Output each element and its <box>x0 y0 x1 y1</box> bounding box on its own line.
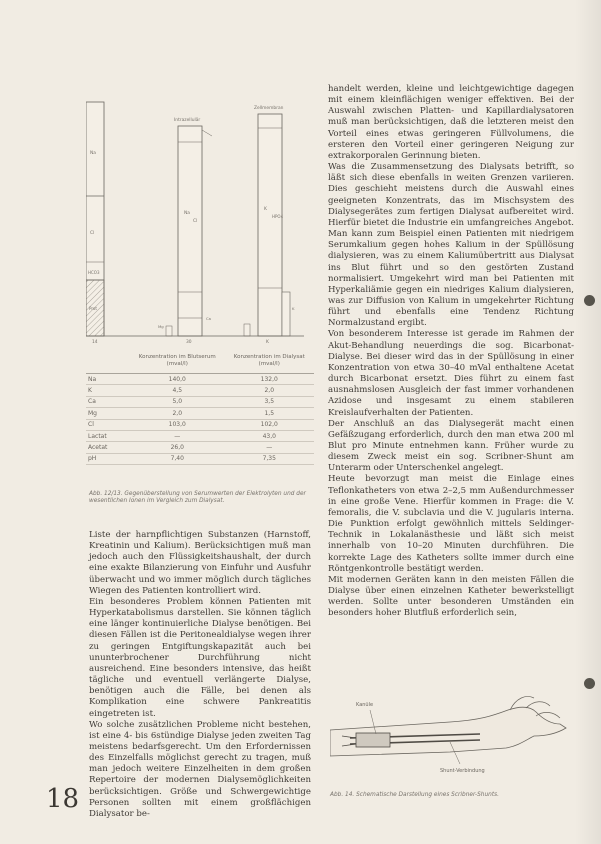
bar3-seg-hpo4: HPO4 <box>272 214 284 219</box>
axis-mark-3: K <box>266 340 269 345</box>
bar2-seg-na: Na <box>184 211 190 216</box>
paragraph: Was die Zusammensetzung des Dialysats betrifft, so läßt sich diese ebenfalls in weiten Grenzen variieren. Dies geschieht meistens durch die Auswahl eines geeigneten Konzentrats, das im Mischsystem des Dialysegerätes zum fertigen Dialysat aufbereitet wird. Hierfür bietet die Industrie ein umfangreiches Angebot. Man kann zum Beispiel einen Patienten mit niedrigem Serumkalium gegen hohes Kalium in der Spüllösung dialysieren, was zu einem Kaliumübertritt aus Dialysat ins Blut führt und so den gestörten Zustand normalisiert. Umgekehrt wird man bei Patienten mit Hyperkaliämie gegen ein niedriges Kalium dialysieren, was zur Diffusion von Kalium in umgekehrter Richtung führt und ebenfalls eine Tendenz Richtung Normalzustand ergibt. <box>328 162 574 329</box>
bar-top-label-1: Intrazellulär <box>174 118 201 123</box>
table-cell: 26,0 <box>130 442 225 453</box>
shunt-arm-illustration <box>330 680 568 780</box>
electrolyte-table-wrap <box>86 352 314 465</box>
paragraph: Heute bevorzugt man meist die Einlage eines Teflonkatheters von etwa 2–2,5 mm Außendurchmesser in eine große Vene. Hierfür kommen in Frage: die V. femoralis, die V. subclavia und die V. jugularis interna. Die Punktion erfolgt gewöhnlich mittels Seldinger-Technik in Lokalanästhesie und läßt sich meist innerhalb von 10–20 Minuten durchführen. Die korrekte Lage des Katheters sollte immer durch eine Röntgenkontrolle bestätigt werden. <box>328 474 574 574</box>
bar-top-label-2: Zellmembran <box>254 106 284 111</box>
paragraph: Der Anschluß an das Dialysegerät macht einen Gefäßzugang erforderlich, durch den man etwa 200 ml Blut pro Minute entnehmen kann. Früher wurde zu diesem Zweck meist ein sog. Scribner-Shunt am Unterarm oder Unterschenkel angelegt. <box>328 418 574 474</box>
bar2-seg-cl: Cl <box>193 219 198 224</box>
table-header: Konzentration im Dialysat (mval/l) <box>225 352 314 374</box>
table-cell: 2,0 <box>225 385 314 396</box>
table-cell: 132,0 <box>225 374 314 385</box>
table-cell: Na <box>86 374 130 385</box>
axis-mark-1: 14 <box>92 340 98 345</box>
bar3-small <box>282 292 290 336</box>
right-text-column <box>328 84 574 620</box>
table-cell: Mg <box>86 408 130 419</box>
table-row <box>86 430 314 441</box>
bar2-outline <box>178 126 202 336</box>
bar1-seg-prot: Prot <box>89 306 97 311</box>
figure-caption-right: Abb. 14. Schematische Darstellung eines Scribner-Shunts. <box>330 792 499 798</box>
table-cell: Ca <box>86 396 130 407</box>
bar1-seg-hco3: HCO3 <box>88 270 100 275</box>
table-cell: pH <box>86 453 130 464</box>
table-row <box>86 408 314 419</box>
table-cell: 4,5 <box>130 385 225 396</box>
table-header <box>86 352 130 374</box>
table-cell: K <box>86 385 130 396</box>
table-cell: Acetat <box>86 442 130 453</box>
table-row <box>86 385 314 396</box>
paragraph: Von besonderem Interesse ist gerade im Rahmen der Akut-Behandlung neuerdings die sog. Bicarbonat-Dialyse. Bei dieser wird das in der Spüllösung in einer Konzentration von etwa 30–40 mVal enthaltene Acetat durch Bicarbonat ersetzt. Dies führt zu einem fast ausnahmslosen Ausgleich der fast immer vorhandenen Azidose und insgesamt zu einem stabileren Kreislaufverhalten der Patienten. <box>328 329 574 418</box>
page-number: 18 <box>46 784 80 814</box>
table-cell: 2,0 <box>130 408 225 419</box>
table-cell: Cl <box>86 419 130 430</box>
table-cell: 140,0 <box>130 374 225 385</box>
table-cell: — <box>225 442 314 453</box>
figure-caption-left: Abb. 12/13. Gegenüberstellung von Serumwerten der Elektrolyten und der wesentlichen Ionen im Vergleich zum Dialysat. <box>89 491 306 505</box>
electrolyte-table <box>86 352 314 465</box>
table-row <box>86 396 314 407</box>
table-cell: 103,0 <box>130 419 225 430</box>
paragraph: Liste der harnpflichtigen Substanzen (Harnstoff, Kreatinin und Kalium). Berücksichtigen muß man jedoch auch den Flüssigkeitshaushalt, der durch eine exakte Bilanzierung von Einfuhr und Ausfuhr überwacht und wo immer möglich durch tägliches Wiegen des Patienten kontrolliert wird. <box>89 530 311 596</box>
table-cell: 3,5 <box>225 396 314 407</box>
electrolyte-bar-figure <box>86 84 314 346</box>
table-row <box>86 419 314 430</box>
table-header: Konzentration im Blutserum (mval/l) <box>130 352 225 374</box>
table-cell: Lactat <box>86 430 130 441</box>
table-row <box>86 442 314 453</box>
left-text-column <box>89 530 311 820</box>
table-row <box>86 453 314 464</box>
axis-mark-2: 30 <box>186 340 192 345</box>
baseline-label-mg: Mg <box>158 324 164 329</box>
arm-label-kanuele: Kanüle <box>356 702 374 708</box>
paragraph: Wo solche zusätzlichen Probleme nicht bestehen, ist eine 4- bis 6stündige Dialyse jeden zweiten Tag meistens bedarfsgerecht. Um den Erfordernissen des Einzelfalls möglichst gerecht zu tragen, muß man jedoch weitere Einzelheiten in dem großen Repertoire der modernen Dialysemöglichkeiten berücksichtigen. Größe und Schwergewichtige Personen sollten mit einem großflächigen Dialysator be- <box>89 719 311 819</box>
table-cell: 43,0 <box>225 430 314 441</box>
table-cell: 1,5 <box>225 408 314 419</box>
bar3-seg-k: K <box>264 207 267 212</box>
bar1-seg-na: Na <box>90 151 96 156</box>
arm-label-shunt: Shunt-Verbindung <box>440 768 485 774</box>
paragraph: Mit modernen Geräten kann in den meisten Fällen die Dialyse über einen einzelnen Katheter bewerkstelligt werden. Sollte unter besonderen Umständen ein besonders hoher Blutfluß erforderlich sein, <box>328 574 574 619</box>
table-row <box>86 374 314 385</box>
paragraph: Ein besonderes Problem können Patienten mit Hyperkatabolismus darstellen. Sie können täglich eine länger kontinuierliche Dialyse benötigen. Bei diesen Fällen ist die Peritonealdialyse wegen ihrer zu geringen Entgiftungskapazität auch bei ununterbrochener Durchführung nicht ausreichend. Eine besonders intensive, das heißt tägliche und eventuell verlängerte Dialyse, benötigen auch die Fälle, bei denen als Komplikation eine schwere Pankreatitis eingetreten ist. <box>89 596 311 719</box>
baseline-label-ca: Ca <box>206 316 211 321</box>
page-edge-shadow <box>575 0 601 844</box>
table-cell: 7,40 <box>130 453 225 464</box>
bar3-outline <box>258 114 282 336</box>
paragraph: handelt werden, kleine und leichtgewichtige dagegen mit einem kleinflächigen weniger effektiven. Bei der Auswahl zwischen Platten- und Kapillardialysatoren muß man berücksichtigen, daß die letzteren meist den Vorteil eines etwas geringeren Füllvolumens, die ersteren den Vorteil einer geringeren Neigung zur extrakorporalen Gerinnung bieten. <box>328 84 574 161</box>
table-cell: 7,35 <box>225 453 314 464</box>
baseline-label-k: K <box>292 306 295 311</box>
table-cell: 5,0 <box>130 396 225 407</box>
table-cell: — <box>130 430 225 441</box>
bar1-seg-cl: Cl <box>90 231 95 236</box>
table-cell: 102,0 <box>225 419 314 430</box>
